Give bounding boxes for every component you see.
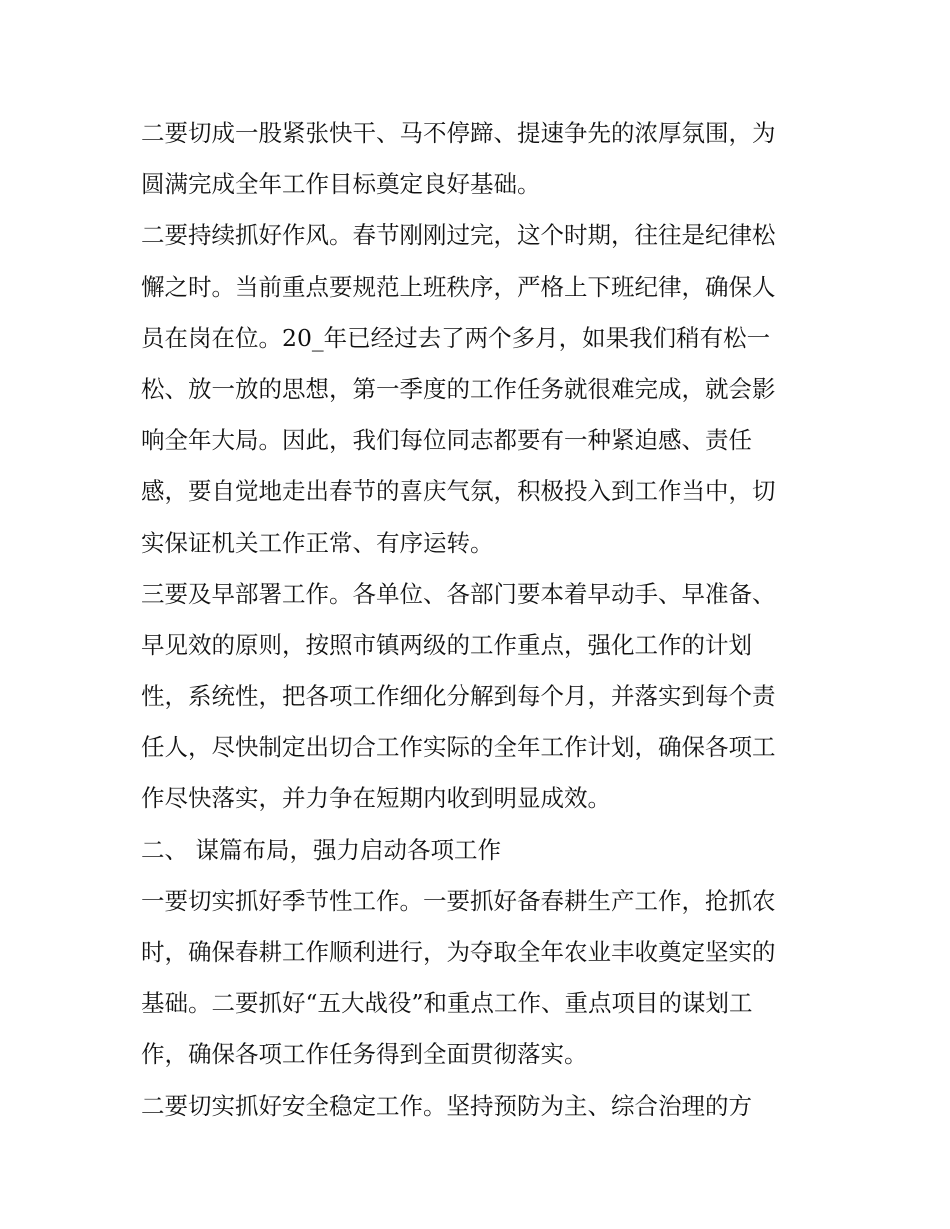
text-line: 懈之时。当前重点要规范上班秩序，严格上下班纪律，确保人 <box>141 272 776 301</box>
text-line: 响全年大局。因此，我们每位同志都要有一种紧迫感、责任 <box>141 426 752 455</box>
text-line: 圆满完成全年工作目标奠定良好基础。 <box>141 170 541 199</box>
body-text <box>141 108 813 1132</box>
text-line: 作尽快落实，并力争在短期内收到明显成效。 <box>141 784 611 813</box>
text-line: 性，系统性，把各项工作细化分解到每个月，并落实到每个责 <box>141 682 776 711</box>
text-line: 一要切实抓好季节性工作。一要抓好备春耕生产工作，抢抓农 <box>141 886 776 915</box>
text-line: 感，要自觉地走出春节的喜庆气氛，积极投入到工作当中，切 <box>141 477 776 506</box>
text-line: 时，确保春耕工作顺利进行，为夺取全年农业丰收奠定坚实的 <box>141 938 776 966</box>
text-line: 二要切实抓好安全稳定工作。坚持预防为主、综合治理的方 <box>141 1091 752 1120</box>
text-line: 三要及早部署工作。各单位、各部门要本着早动手、早准备、 <box>141 579 776 608</box>
text-line: 二要切成一股紧张快干、马不停蹄、提速争先的浓厚氛围，为 <box>141 119 776 147</box>
text-line: 任人，尽快制定出切合工作实际的全年工作计划，确保各项工 <box>141 733 776 762</box>
text-line: 二要持续抓好作风。春节刚刚过完，这个时期，往往是纪律松 <box>141 221 776 250</box>
text-line: 实保证机关工作正常、有序运转。 <box>141 528 494 557</box>
text-line: 松、放一放的思想，第一季度的工作任务就很难完成，就会影 <box>141 374 776 403</box>
text-line: 员在岗在位。20_年已经过去了两个多月，如果我们稍有松一 <box>141 323 771 352</box>
text-line: 早见效的原则，按照市镇两级的工作重点，强化工作的计划 <box>141 630 752 659</box>
text-line: 基础。二要抓好“五大战役”和重点工作、重点项目的谋划工 <box>141 989 753 1018</box>
section-heading: 二、 谋篇布局，强力启动各项工作 <box>141 835 501 864</box>
text-line: 作，确保各项工作任务得到全面贯彻落实。 <box>141 1040 588 1069</box>
